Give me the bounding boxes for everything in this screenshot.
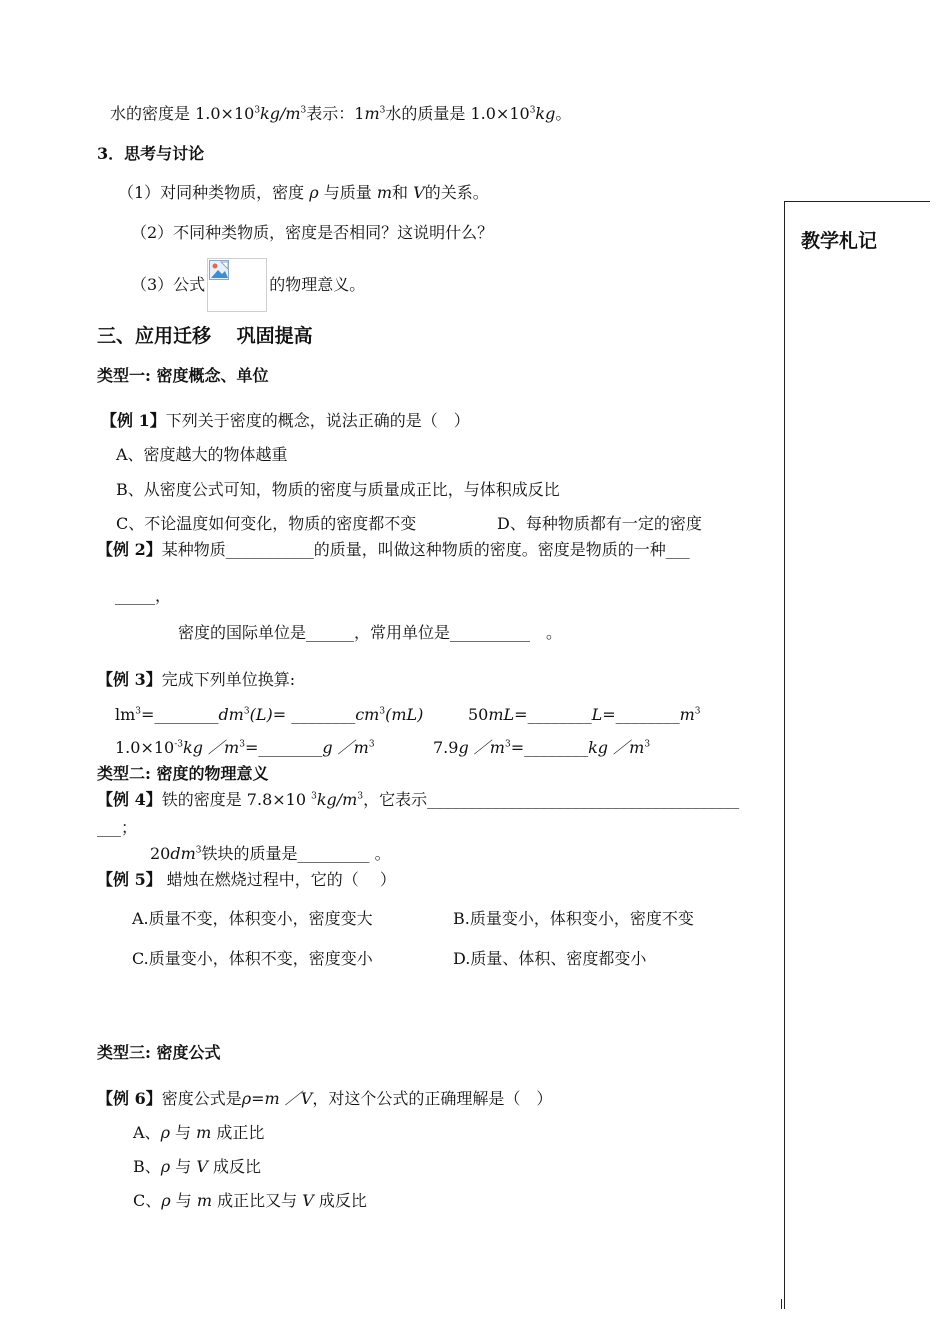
ex4-question: 【例 4】铁的密度是 7.8×10 $^3kg/m^3$，它表示_______________________________________	[97, 790, 740, 809]
ex1-option-c: C、不论温度如何变化，物质的密度都不变	[116, 514, 417, 533]
ex3-row2-left: $1.0\times 10^{-3}kg$ $/m^3=\_\_\_\_\_\_\_\_g$ $/m^3$	[115, 738, 375, 757]
teaching-notes-panel	[784, 201, 930, 1309]
think-q2: （2）不同种类物质，密度是否相同？这说明什么？	[131, 223, 494, 242]
ex1-option-a: A、密度越大的物体越重	[116, 445, 288, 464]
ex5-option-c: C.质量变小，体积不变，密度变小	[132, 949, 373, 968]
section-title: 三、应用迁移 巩固提高	[97, 325, 313, 347]
type2-title: 类型二: 密度的物理意义	[97, 764, 269, 783]
ex1-question: 【例 1】下列关于密度的概念，说法正确的是（ ）	[101, 411, 470, 430]
panel-corner-mark	[781, 1299, 786, 1309]
think-q1: （1）对同种类物质，密度 ρ 与质量 m和 V的关系。	[118, 183, 489, 202]
ex3-row1-right: $50mL=\_\_\_\_\_\_\_\_L=\_\_\_\_\_\_\_\_m^3$	[468, 705, 701, 724]
ex2-question: 【例 2】某种物质___________的质量，叫做这种物质的密度。密度是物质的一种___	[97, 540, 690, 559]
think-q3: （3）公式 的物理意义。	[131, 258, 365, 312]
type1-title: 类型一: 密度概念、单位	[97, 366, 269, 385]
type3-title: 类型三: 密度公式	[97, 1043, 221, 1062]
ex5-option-a: A.质量不变，体积变小，密度变大	[132, 909, 373, 928]
ex1-option-b: B、从密度公式可知，物质的密度与质量成正比，与体积成反比	[116, 480, 560, 499]
ex6-option-b: B、ρ 与 V 成反比	[133, 1157, 262, 1176]
ex4-continuation: ___；	[97, 818, 138, 837]
broken-image-icon	[207, 258, 267, 312]
ex2-continuation: _____，	[115, 586, 172, 605]
think-heading: 3．思考与讨论	[97, 144, 205, 163]
intro-line: 水的密度是 $1.0\times 10^3kg/m^3$表示：$1m^3$水的质量是 $1.0\times 10^3kg$。	[110, 104, 572, 123]
ex2-unit-line: 密度的国际单位是______，常用单位是__________ 。	[178, 623, 563, 642]
ex5-option-d: D.质量、体积、密度都变小	[453, 949, 647, 968]
ex1-option-d: D、每种物质都有一定的密度	[497, 514, 702, 533]
ex5-question: 【例 5】 蜡烛在燃烧过程中，它的（ ）	[97, 870, 396, 889]
ex4-line2: $20dm^3$铁块的质量是_________ 。	[150, 844, 391, 863]
ex3-row1-left: $lm^3=\_\_\_\_\_\_\_\_dm^3(L)=$ $\_\_\_\_\_\_\_\_cm^3(mL)$	[115, 705, 424, 724]
teaching-notes-title: 教学札记	[801, 230, 878, 252]
ex5-option-b: B.质量变小，体积变小，密度不变	[453, 909, 694, 928]
ex3-question: 【例 3】完成下列单位换算:	[97, 670, 296, 689]
ex6-option-c: C、ρ 与 m 成正比又与 V 成反比	[133, 1191, 367, 1210]
ex6-option-a: A、ρ 与 m 成正比	[133, 1123, 265, 1142]
ex3-row2-right: 7.9g $/m^3=\_\_\_\_\_\_\_\_kg$ $/m^3$	[433, 738, 651, 757]
ex6-question: 【例 6】密度公式是ρ=m ／V，对这个公式的正确理解是（ ）	[97, 1089, 553, 1108]
